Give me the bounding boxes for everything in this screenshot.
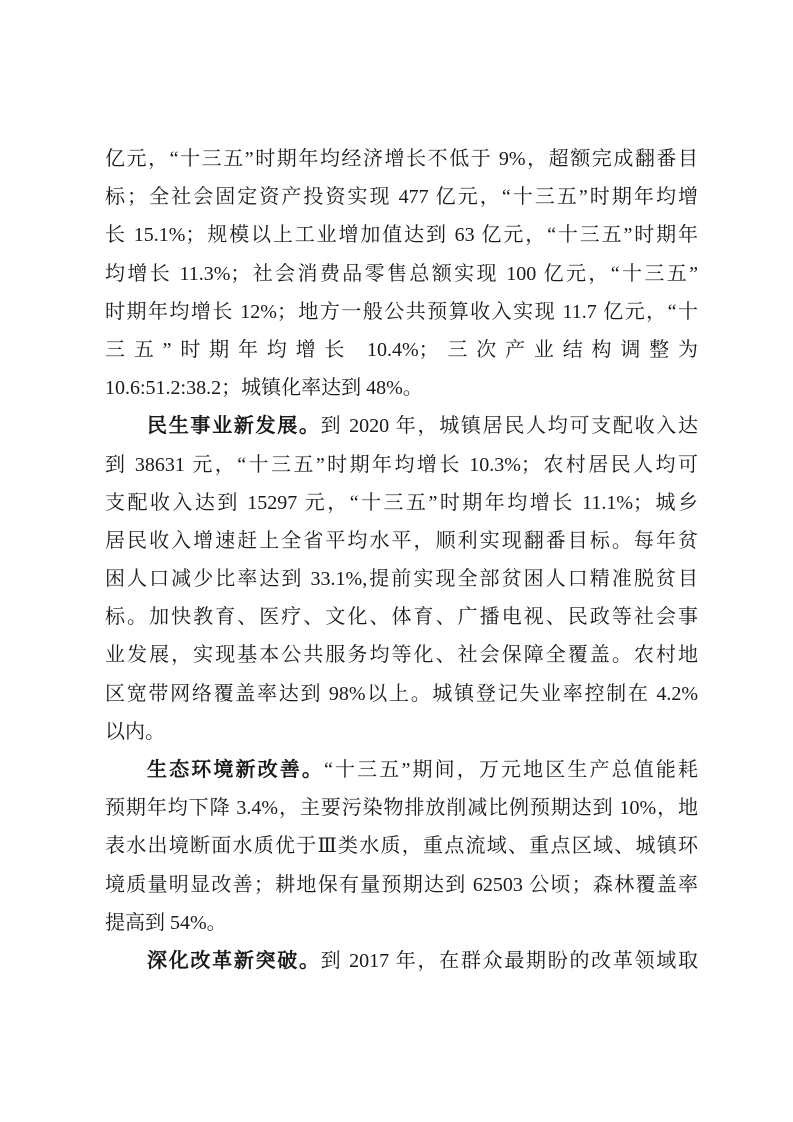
text-line: 民生事业新发展。到 2020 年，城镇居民人均可支配收入达: [147, 415, 698, 438]
text-line: 业发展，实现基本公共服务均等化、社会保障全覆盖。农村地: [105, 644, 698, 667]
text-line: 表水出境断面水质优于Ⅲ类水质，重点流域、重点区域、城镇环: [105, 835, 698, 858]
text-line: 时期年均增长 12%；地方一般公共预算收入实现 11.7 亿元，“十: [105, 300, 698, 323]
paragraph-lead: 生态环境新改善。: [147, 759, 325, 781]
text-block: [105, 140, 698, 980]
text-line: 标；全社会固定资产投资实现 477 亿元，“十三五”时期年均增: [105, 186, 698, 209]
text-line: 长 15.1%；规模以上工业增加值达到 63 亿元，“十三五”时期年: [105, 224, 698, 247]
text-line: 深化改革新突破。到 2017 年，在群众最期盼的改革领域取: [147, 949, 698, 972]
text-line: 提高到 54%。: [105, 911, 227, 934]
text-line: 均增长 11.3%；社会消费品零售总额实现 100 亿元，“十三五”: [105, 262, 698, 285]
text-line: 到 38631 元，“十三五”时期年均增长 10.3%；农村居民人均可: [105, 453, 698, 476]
text-line: 以内。: [105, 720, 165, 743]
text-line: 生态环境新改善。“十三五”期间，万元地区生产总值能耗: [147, 759, 698, 781]
text-line: 区宽带网络覆盖率达到 98%以上。城镇登记失业率控制在 4.2%: [105, 682, 698, 705]
text-line: 居民收入增速赶上全省平均水平，顺利实现翻番目标。每年贫: [105, 529, 698, 552]
text-line: 亿元，“十三五”时期年均经济增长不低于 9%，超额完成翻番目: [105, 148, 698, 170]
text-line: 标。加快教育、医疗、文化、体育、广播电视、民政等社会事: [105, 606, 698, 629]
text-line: 困人口减少比率达到 33.1%,提前实现全部贫困人口精准脱贫目: [105, 568, 698, 591]
text-line: 预期年均下降 3.4%，主要污染物排放削减比例预期达到 10%，地: [105, 797, 698, 820]
text-line: 10.6:51.2:38.2；城镇化率达到 48%。: [105, 377, 423, 400]
text-line: 支配收入达到 15297 元，“十三五”时期年均增长 11.1%；城乡: [105, 491, 698, 514]
paragraph-lead: 深化改革新突破。: [147, 949, 321, 972]
paragraph-lead: 民生事业新发展。: [147, 415, 321, 438]
text-line: 境质量明显改善；耕地保有量预期达到 62503 公顷；森林覆盖率: [105, 873, 698, 896]
text-line: 三五”时期年均增长 10.4%；三次产业结构调整为: [105, 338, 698, 361]
